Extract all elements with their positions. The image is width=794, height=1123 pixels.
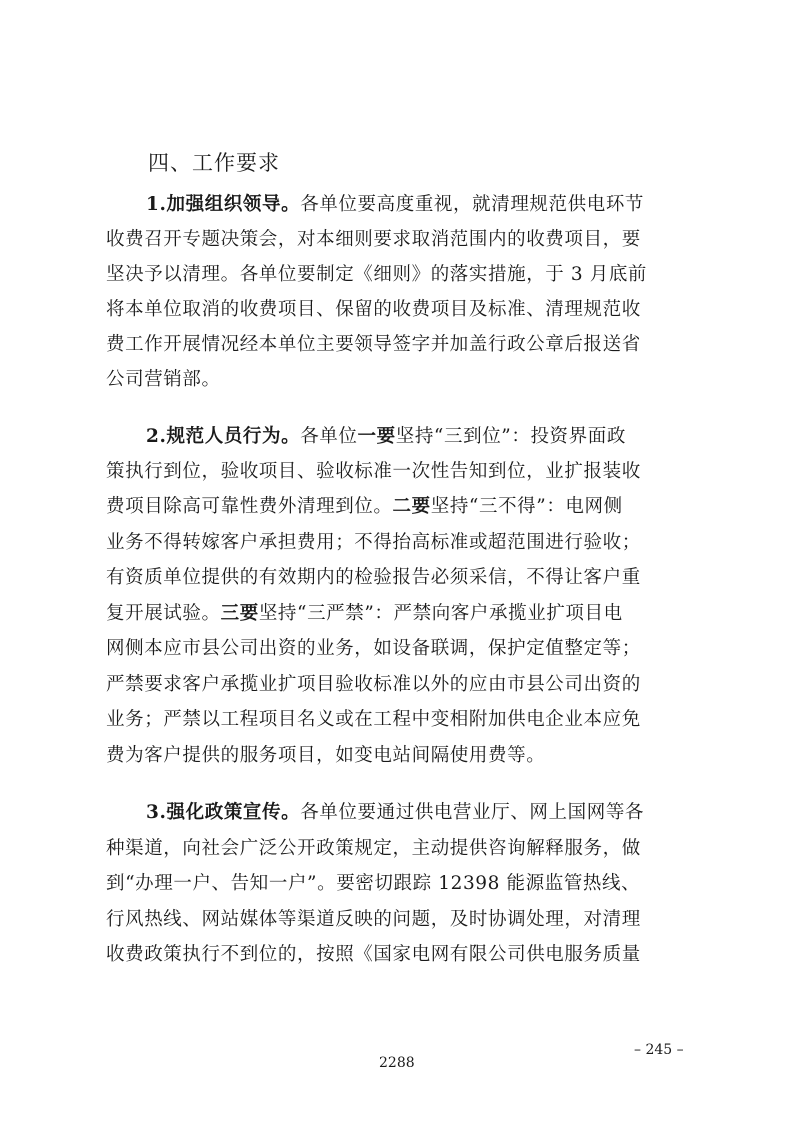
paragraph-1-line-1 bbox=[146, 188, 696, 222]
paragraph-2-line-9: 业务；严禁以工程项目名义或在工程中变相附加供电企业本应免 bbox=[106, 709, 641, 730]
paragraph-1-line-4: 将本单位取消的收费项目、保留的收费项目及标准、清理规范收 bbox=[106, 299, 641, 320]
paragraph-3-line-5: 收费政策执行不到位的，按照《国家电网有限公司供电服务质量 bbox=[106, 944, 641, 965]
paragraph-2-line-7: 网侧本应市县公司出资的业务，如设备联调，保护定值整定等； bbox=[106, 638, 641, 659]
page-number: – 245 – bbox=[634, 1042, 684, 1058]
section-heading: 四、工作要求 bbox=[148, 151, 280, 175]
text-span: 复开展试验。 bbox=[106, 603, 221, 624]
paragraph-3-line-2: 种渠道，向社会广泛公开政策规定，主动提供咨询解释服务，做 bbox=[106, 838, 641, 859]
text-span: 各单位要高度重视，就清理规范供电环节 bbox=[300, 194, 645, 215]
footer-code: 2288 bbox=[379, 1055, 415, 1071]
text-span: 各单位要通过供电营业厅、网上国网等各 bbox=[300, 802, 645, 823]
paragraph-2-line-1 bbox=[146, 420, 696, 454]
text-span: 各单位 bbox=[300, 426, 358, 447]
text-span: 坚持“三到位”：投资界面政 bbox=[395, 426, 626, 447]
text-span: 费项目除高可靠性费外清理到位。 bbox=[106, 496, 393, 517]
paragraph-2-line-4: 业务不得转嫁客户承担费用；不得抬高标准或超范围进行验收； bbox=[106, 532, 641, 553]
paragraph-3-line-1 bbox=[146, 796, 696, 830]
paragraph-2-line-6 bbox=[106, 597, 696, 631]
bold-span: 二要 bbox=[392, 496, 431, 517]
paragraph-2-line-5: 有资质单位提供的有效期内的检验报告必须采信，不得让客户重 bbox=[106, 567, 641, 588]
paragraph-1-line-6: 公司营销部。 bbox=[106, 369, 221, 390]
paragraph-2-line-3 bbox=[106, 490, 696, 524]
paragraph-2-line-10: 费为客户提供的服务项目，如变电站间隔使用费等。 bbox=[106, 745, 546, 766]
bold-span: 一要 bbox=[357, 426, 396, 447]
text-span: 坚持“三不得”：电网侧 bbox=[430, 496, 623, 517]
paragraph-1-line-2: 收费召开专题决策会，对本细则要求取消范围内的收费项目，要 bbox=[106, 229, 641, 250]
text-span: 坚持“三严禁”：严禁向客户承揽业扩项目电 bbox=[258, 603, 623, 624]
paragraph-3-title: 3.强化政策宣传。 bbox=[146, 802, 301, 823]
paragraph-1-line-5: 费工作开展情况经本单位主要领导签字并加盖行政公章后报送省 bbox=[106, 334, 641, 355]
paragraph-2-title: 2.规范人员行为。 bbox=[146, 426, 301, 447]
paragraph-2-line-8: 严禁要求客户承揽业扩项目验收标准以外的应由市县公司出资的 bbox=[106, 674, 641, 695]
paragraph-1-line-3: 坚决予以清理。各单位要制定《细则》的落实措施，于 3 月底前 bbox=[106, 264, 648, 285]
paragraph-3-line-3: 到“办理一户、告知一户”。要密切跟踪 12398 能源监管热线、 bbox=[106, 873, 641, 894]
paragraph-2-line-2: 策执行到位，验收项目、验收标准一次性告知到位，业扩报装收 bbox=[106, 461, 641, 482]
bold-span: 三要 bbox=[220, 603, 259, 624]
paragraph-3-line-4: 行风热线、网站媒体等渠道反映的问题，及时协调处理，对清理 bbox=[106, 909, 641, 930]
paragraph-1-title: 1.加强组织领导。 bbox=[146, 194, 301, 215]
